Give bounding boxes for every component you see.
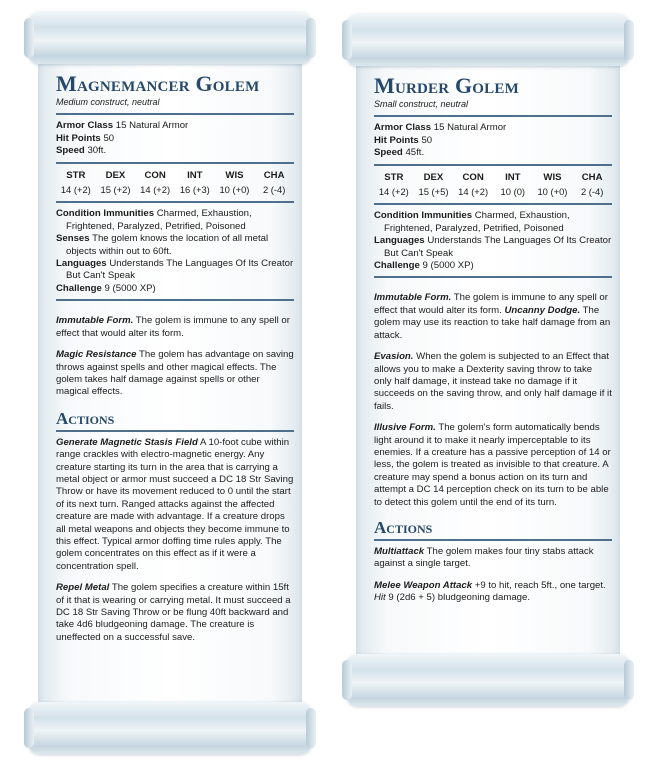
action-magnetic-stasis-field: [56, 437, 294, 573]
condition-immunities-value: Charmed, Exhaustion, Frightened, Paralyzed, Petrified, Poisoned: [66, 208, 252, 232]
divider: [56, 430, 294, 432]
ability-score: 14 (+2): [378, 186, 409, 198]
challenge-label: Challenge: [56, 282, 102, 294]
scroll-roll-bottom: [28, 702, 312, 754]
ability-score: 15 (+2): [100, 184, 131, 196]
languages-label: Languages: [56, 258, 107, 270]
action-melee-weapon-attack: [374, 580, 612, 605]
action-text: The golem specifies a creature within 15ft of it that is wearing or carrying metal. It must succeed a DC 18 Str Saving Throw or be flung 40ft backward and take 4d6 bludgeoning damage. The creature is uneffected on a successful save.: [56, 582, 291, 643]
scroll-roll-top: [28, 12, 312, 64]
trait-immutable-form: [374, 292, 612, 342]
speed-label: Speed: [56, 145, 85, 157]
trait-name: Immutable Form.: [56, 315, 134, 327]
ability-score: 14 (+2): [458, 186, 489, 198]
scroll-roll-top: [346, 14, 630, 66]
challenge: [56, 283, 294, 295]
senses-label: Senses: [56, 233, 90, 245]
ability-header: INT: [187, 169, 203, 181]
armor-class-label: Armor Class: [374, 122, 432, 134]
ability-score: 10 (+0): [219, 184, 250, 196]
speed-value: 45ft.: [405, 147, 425, 159]
ability-header: WIS: [225, 169, 244, 181]
ability-score: 10 (0): [500, 186, 526, 198]
armor-class: [56, 120, 294, 132]
divider: [374, 539, 612, 541]
armor-class-value: 15 Natural Armor: [433, 122, 507, 134]
action-text: +9 to hit, reach 5ft., one target.: [474, 579, 606, 591]
challenge-value: 9 (5000 XP): [422, 260, 474, 272]
trait-name: Magic Resistance: [56, 349, 137, 361]
ability-score: 14 (+2): [140, 184, 171, 196]
challenge: [374, 260, 612, 272]
action-repel-metal: [56, 582, 294, 644]
hit-label: Hit: [374, 592, 386, 604]
divider: [56, 113, 294, 115]
trait-name: Evasion.: [374, 351, 414, 363]
speed-value: 30ft.: [87, 145, 107, 157]
ability-score: 10 (+0): [537, 186, 568, 198]
divider: [56, 299, 294, 301]
ability-header: DEX: [423, 171, 444, 183]
languages-value: Understands The Languages Of Its Creator But Can't Speak: [384, 235, 612, 259]
divider: [56, 162, 294, 164]
action-multiattack: [374, 546, 612, 571]
action-text: The golem makes four tiny stabs attack against a single target.: [374, 545, 594, 570]
condition-immunities-label: Condition Immunities: [374, 210, 473, 222]
divider: [374, 203, 612, 205]
condition-immunities: [374, 210, 612, 235]
trait-text: The golem may use its reaction to take half damage from an attack.: [374, 304, 611, 341]
action-text: A 10-foot cube within range crackles with electro-magnetic energy. Any creature starting its turn in the area that is carrying a metal object or armor must succeed a DC 18 Str Saving Throw or have its movement reduced to 0 until the start of its next turn. Ranged attacks against the affected creature are made with advantage. If a creature drops all metal weapons and objects they become immune to this effect. Typical armor doffing time rules apply. The golem concentrates on this effect as if it were a concentration spell.: [56, 436, 294, 572]
ability-header: CHA: [263, 169, 285, 181]
action-name: Multiattack: [374, 545, 425, 557]
trait-name: Uncanny Dodge.: [504, 304, 581, 316]
hit-points: [56, 133, 294, 145]
languages-label: Languages: [374, 235, 425, 247]
senses: [56, 233, 294, 258]
hit-points-label: Hit Points: [56, 132, 101, 144]
languages: [56, 258, 294, 283]
hit-points: [374, 135, 612, 147]
trait-name: Illusive Form.: [374, 422, 436, 434]
ability-header: STR: [384, 171, 404, 183]
speed: [56, 145, 294, 157]
languages-value: Understands The Languages Of Its Creator But Can't Speak: [66, 258, 294, 282]
speed-label: Speed: [374, 147, 403, 159]
ability-header: CHA: [581, 171, 603, 183]
trait-name: Immutable Form.: [374, 292, 452, 304]
actions-heading: Actions: [56, 408, 115, 428]
ability-score: 2 (-4): [262, 184, 286, 196]
armor-class: [374, 122, 612, 134]
challenge-value: 9 (5000 XP): [104, 282, 156, 294]
ability-score: 14 (+2): [60, 184, 91, 196]
divider: [56, 201, 294, 203]
speed: [374, 147, 612, 159]
ability-header: WIS: [543, 171, 562, 183]
action-text: 9 (2d6 + 5) bludgeoning damage.: [388, 592, 531, 604]
ability-score: 15 (+5): [418, 186, 449, 198]
condition-immunities: [56, 208, 294, 233]
ability-score: 2 (-4): [580, 186, 604, 198]
trait-immutable-form: [56, 315, 294, 340]
hit-points-value: 50: [103, 132, 115, 144]
hit-points-label: Hit Points: [374, 134, 419, 146]
languages: [374, 235, 612, 260]
trait-text: The golem's form automatically bends light around it to make it nearly imperceptable to its enemies. If a creature has a passive perception of 14 or less, the golem is treated as invisible to that creature. A creature may spend a bonus action on its turn and attempt a DC 14 perception check on its turn to be able to detect this golem until the end of its turn.: [374, 422, 611, 508]
armor-class-value: 15 Natural Armor: [115, 120, 189, 132]
trait-text: The golem has advantage on saving throws against spells and other magical effects. The golem takes half damage against spells or other magical effects.: [56, 349, 294, 398]
ability-header: DEX: [105, 169, 126, 181]
ability-header: STR: [66, 169, 86, 181]
trait-text: When the golem is subjected to an Effect that allows you to make a Dexterity saving throw to take only half damage, it instead take no damage if it succeeds on the saving throw, and only half damage if it fails.: [374, 351, 612, 412]
condition-immunities-label: Condition Immunities: [56, 208, 155, 220]
divider: [374, 164, 612, 166]
stat-block-content: [56, 72, 294, 653]
stat-block-left: [28, 12, 312, 754]
creature-type: Small construct, neutral: [374, 99, 469, 109]
senses-value: The golem knows the location of all metal objects within out to 60ft.: [66, 233, 269, 257]
action-name: Melee Weapon Attack: [374, 579, 473, 591]
ability-header: CON: [144, 169, 166, 181]
stat-block-content: [374, 74, 612, 614]
challenge-label: Challenge: [374, 260, 420, 272]
trait-magic-resistance: [56, 349, 294, 399]
ability-scores: [56, 169, 294, 198]
divider: [374, 276, 612, 278]
trait-illusive-form: [374, 422, 612, 509]
creature-type: Medium construct, neutral: [56, 97, 160, 107]
stat-block-right: [346, 14, 630, 706]
trait-text: The golem is immune to any spell or effect that would alter its form.: [374, 292, 608, 316]
divider: [374, 115, 612, 117]
armor-class-label: Armor Class: [56, 120, 114, 132]
ability-score: 16 (+3): [179, 184, 210, 196]
actions-heading: Actions: [374, 517, 433, 537]
ability-header: CON: [462, 171, 484, 183]
scroll-roll-bottom: [346, 654, 630, 706]
ability-header: INT: [505, 171, 521, 183]
trait-text: The golem is immune to any spell or effect that would alter its form.: [56, 315, 290, 339]
action-name: Repel Metal: [56, 582, 110, 594]
condition-immunities-value: Charmed, Exhaustion, Frightened, Paralyzed, Petrified, Poisoned: [384, 210, 570, 234]
trait-evasion: [374, 351, 612, 413]
creature-name: Murder Golem: [374, 73, 519, 98]
hit-points-value: 50: [421, 134, 433, 146]
action-name: Generate Magnetic Stasis Field: [56, 436, 198, 448]
ability-scores: [374, 171, 612, 200]
creature-name: Magnemancer Golem: [56, 71, 260, 96]
